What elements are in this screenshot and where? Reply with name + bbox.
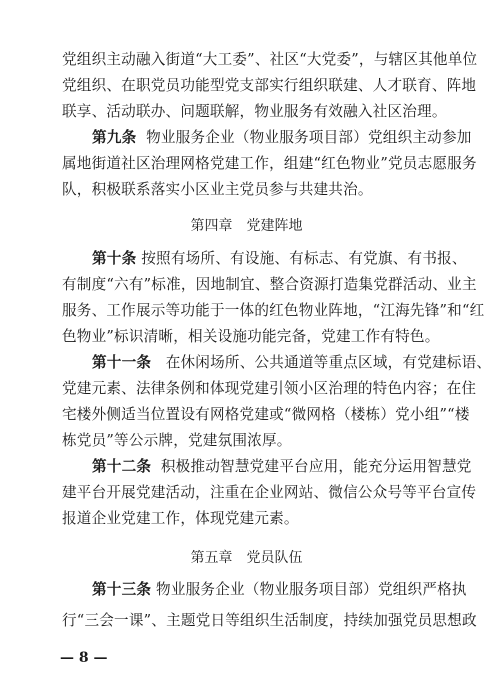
article-text: 积极推动智慧党建平台应用，能充分运用智慧党 <box>160 458 472 475</box>
paragraph-line: 队，积极联系落实小区业主党员参与共建共治。 <box>62 181 373 198</box>
paragraph-line: 属地街道社区治理网格党建工作，组建“红色物业”党员志愿服务 <box>62 155 477 172</box>
paragraph-line: 党组织、在职党员功能型党支部实行组织联建、人才联育、阵地 <box>62 77 477 94</box>
chapter-heading: 第五章 党员队伍 <box>190 550 303 566</box>
article-label: 第十二条 <box>92 458 152 475</box>
article-text: 物业服务企业（物业服务项目部）党组织严格执 <box>156 581 467 598</box>
article-10 <box>92 249 467 269</box>
paragraph-line: 行“三会一课”、主题党日等组织生活制度，持续加强党员思想政 <box>62 612 477 629</box>
article-label: 第十三条 <box>92 581 152 598</box>
paragraph-line: 栋党员”等公示牌，党建氛围浓厚。 <box>62 432 292 449</box>
article-label: 第十一条 <box>92 354 152 371</box>
paragraph-line: 报道企业党建工作，体现党建元素。 <box>62 510 299 527</box>
article-text: 物业服务企业（物业服务项目部）党组织主动参加 <box>146 129 472 146</box>
page-number: — 8 — <box>60 650 108 666</box>
article-9 <box>92 128 472 148</box>
article-text: 按照有场所、有设施、有标志、有党旗、有书报、 <box>141 250 467 267</box>
article-text: 在休闲场所、公共通道等重点区域，有党建标语、 <box>165 354 492 371</box>
article-label: 第十条 <box>92 250 137 267</box>
paragraph-line: 党组织主动融入街道“大工委”、社区“大党委”，与辖区其他单位 <box>62 51 478 68</box>
paragraph-line: 色物业”标识清晰，相关设施功能完备，党建工作有特色。 <box>62 328 440 345</box>
article-12 <box>92 457 472 477</box>
article-13 <box>92 580 467 600</box>
paragraph-line: 建平台开展党建活动，注重在企业网站、微信公众号等平台宣传 <box>62 484 477 501</box>
paragraph-line: 联享、活动联办、问题联解，物业服务有效融入社区治理。 <box>62 103 447 120</box>
paragraph-line: 服务、工作展示等功能于一体的红色物业阵地，“江海先锋”和“红 <box>62 302 485 319</box>
article-11 <box>92 353 492 373</box>
paragraph-line: 党建元素、法律条例和体现党建引领小区治理的特色内容；在住 <box>62 380 477 397</box>
paragraph-line: 有制度“六有”标准，因地制宜、整合资源打造集党群活动、业主 <box>62 276 477 293</box>
paragraph-line: 宅楼外侧适当位置设有网格党建或“微网格（楼栋）党小组”“楼 <box>62 406 470 423</box>
chapter-heading: 第四章 党建阵地 <box>190 218 303 234</box>
article-label: 第九条 <box>92 129 137 146</box>
